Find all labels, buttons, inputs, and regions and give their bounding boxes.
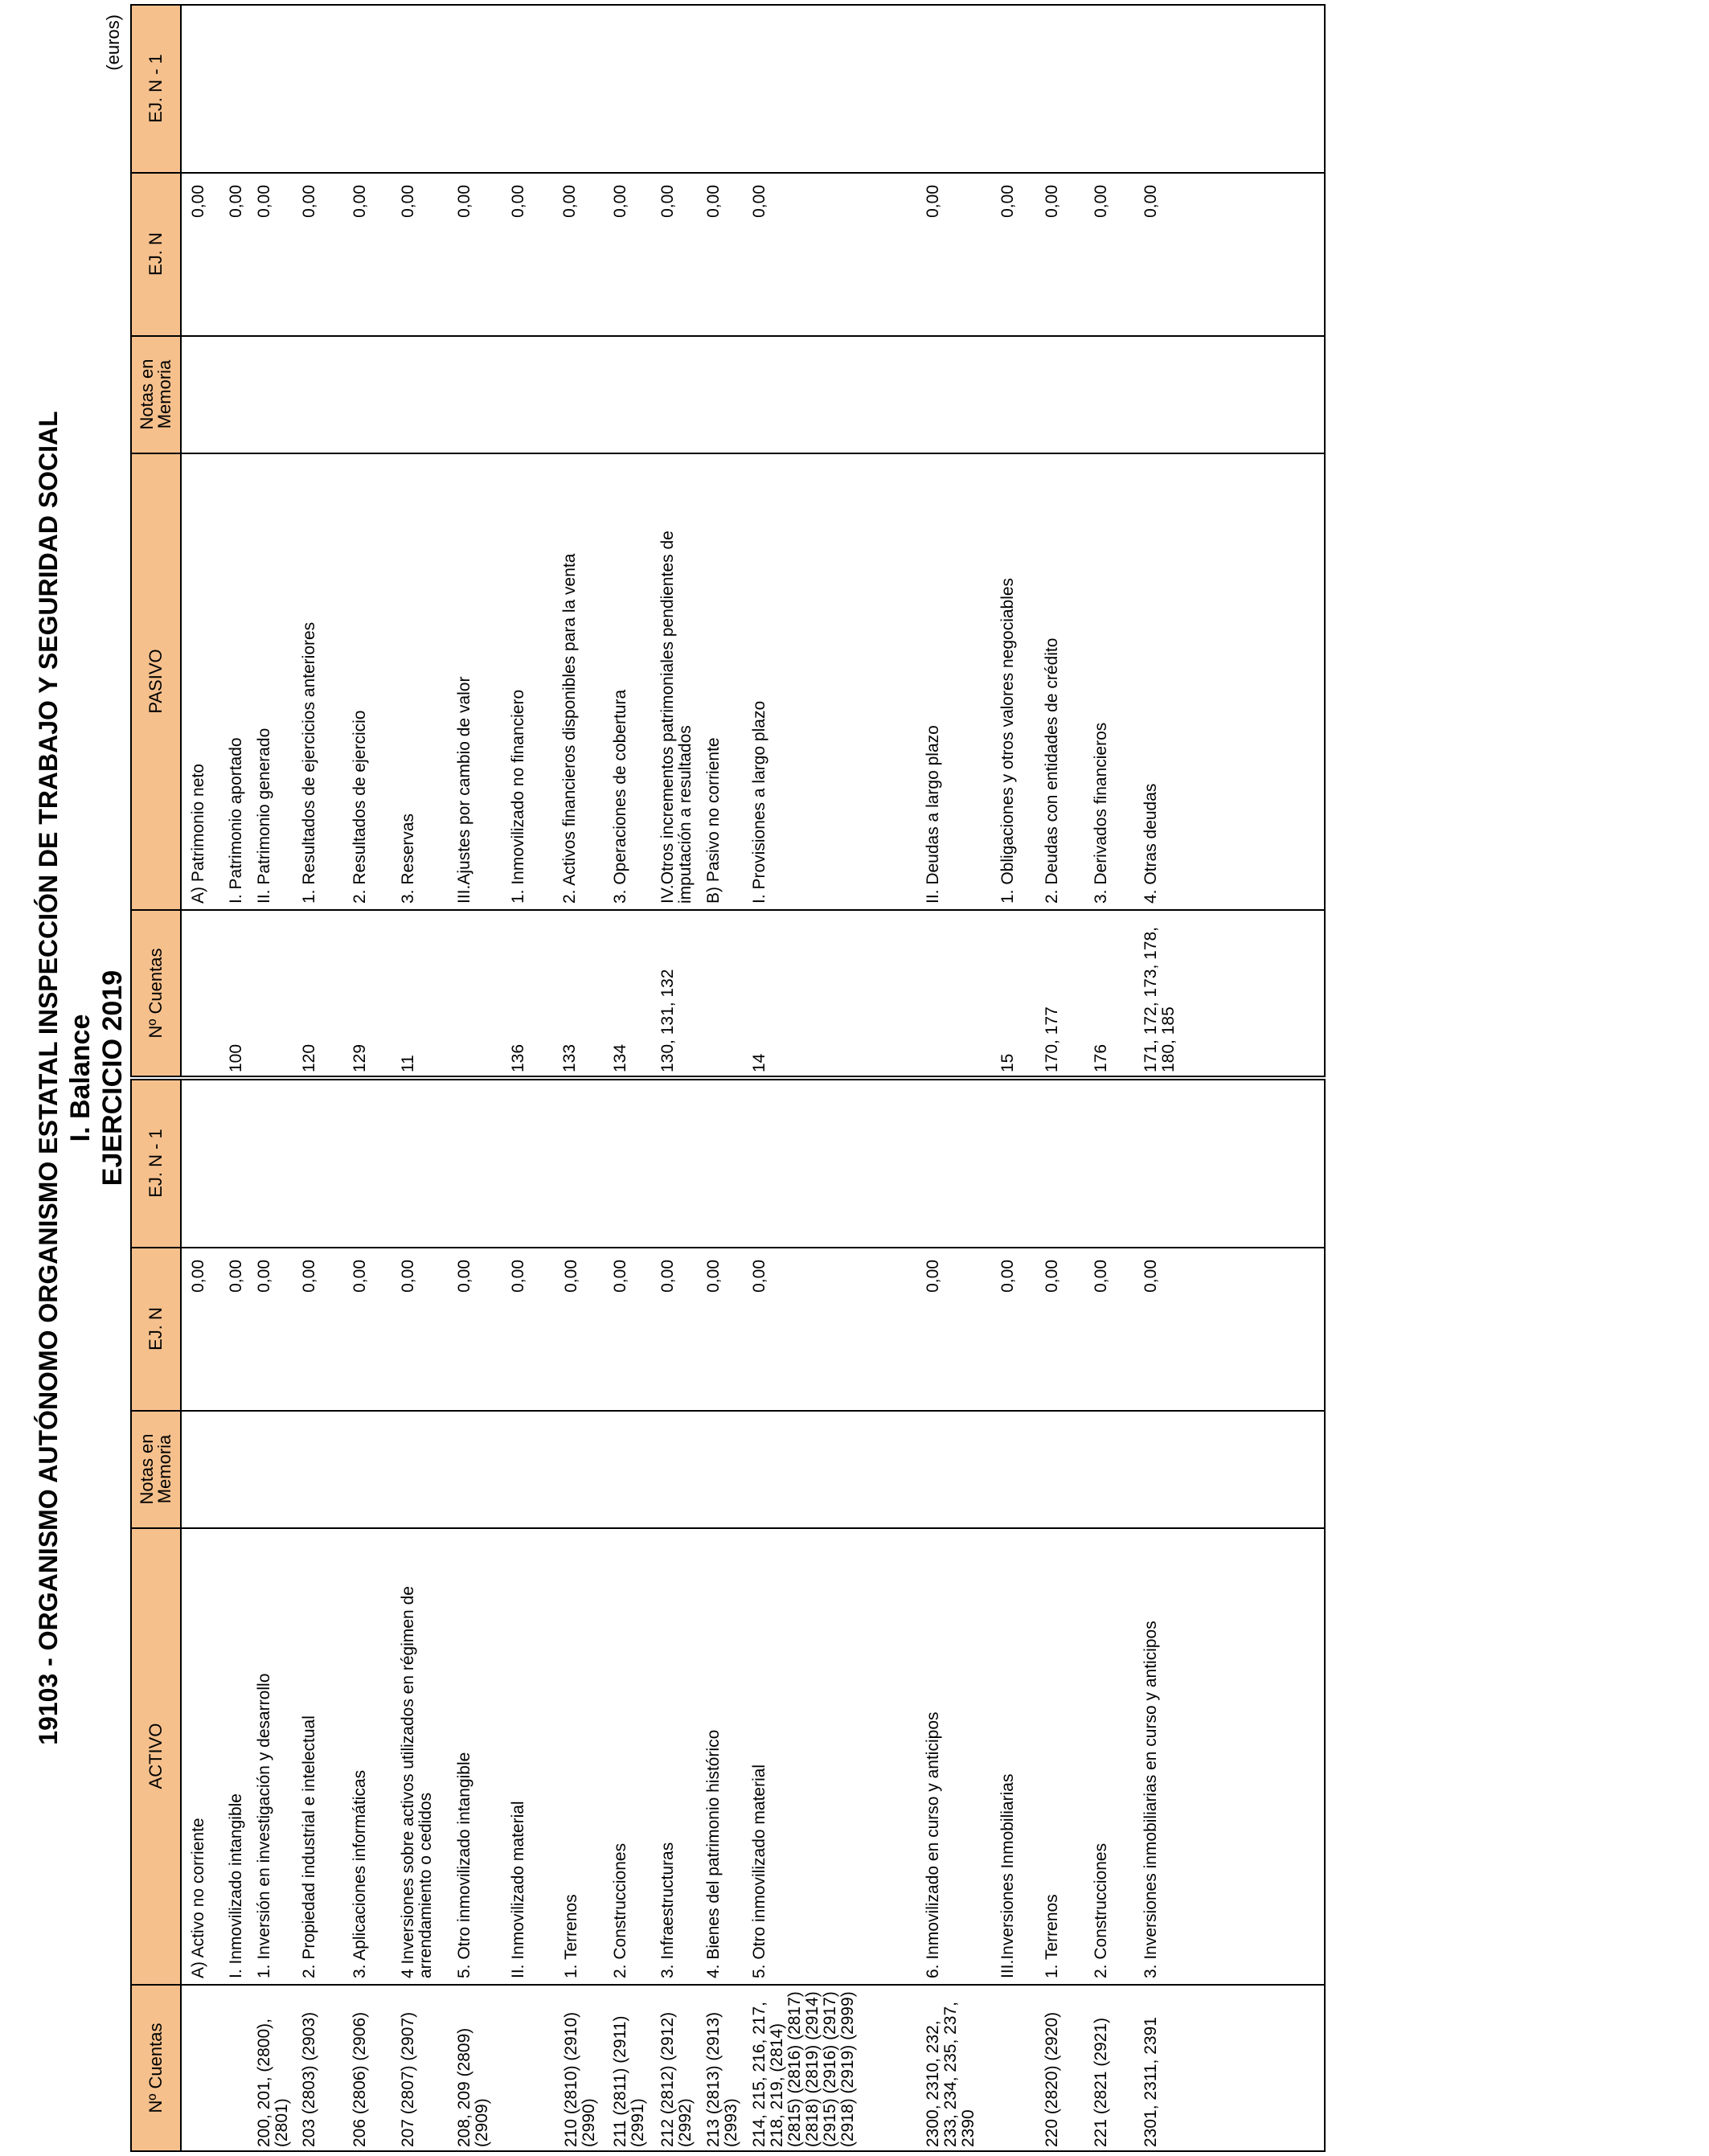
activo-cell-concepto: 6. Inmovilizado en curso y anticipos <box>924 1711 942 1978</box>
activo-cell-cuentas: 220 (2820) (2920) <box>1043 2011 1061 2147</box>
activo-col-header-ej-n1: EJ. N - 1 <box>145 1129 166 1198</box>
column-divider <box>132 1527 1324 1529</box>
pasivo-cell-cuentas: 120 <box>300 1043 318 1072</box>
pasivo-cell-concepto: A) Patrimonio neto <box>189 764 207 904</box>
activo-cell-ej-n: 0,00 <box>1141 1260 1160 1293</box>
pasivo-cell-concepto: 2. Deudas con entidades de crédito <box>1043 637 1061 904</box>
pasivo-cell-cuentas: 176 <box>1092 1043 1110 1072</box>
activo-cell-ej-n: 0,00 <box>455 1260 473 1293</box>
pasivo-cell-concepto: 2. Activos financieros disponibles para la venta <box>560 553 579 904</box>
pasivo-cell-ej-n: 0,00 <box>1141 185 1160 218</box>
pasivo-cell-concepto: 4. Otras deudas <box>1141 783 1160 904</box>
activo-cell-concepto: 4. Bienes del patrimonio histórico <box>704 1729 723 1978</box>
pasivo-cell-ej-n: 0,00 <box>255 185 273 218</box>
column-divider <box>132 1247 1324 1248</box>
pasivo-header-row <box>132 6 182 1076</box>
activo-cell-ej-n: 0,00 <box>658 1260 677 1293</box>
activo-col-header-ej-n: EJ. N <box>145 1307 166 1351</box>
activo-cell-concepto: 2. Propiedad industrial e intelectual <box>300 1715 318 1978</box>
pasivo-cell-ej-n: 0,00 <box>509 185 527 218</box>
activo-cell-concepto: 1. Inversión en investigación y desarrollo <box>255 1673 273 1978</box>
activo-cell-ej-n: 0,00 <box>399 1260 417 1293</box>
pasivo-cell-concepto: B) Pasivo no corriente <box>704 737 723 904</box>
activo-cell-concepto: 3. Aplicaciones informáticas <box>350 1769 369 1978</box>
activo-cell-concepto: 2. Construcciones <box>1092 1842 1110 1978</box>
activo-cell-ej-n: 0,00 <box>255 1260 273 1293</box>
pasivo-col-header-cuentas: Nº Cuentas <box>145 948 166 1039</box>
activo-cell-ej-n: 0,00 <box>562 1260 580 1293</box>
pasivo-cell-concepto: III.Ajustes por cambio de valor <box>455 676 473 904</box>
activo-cell-cuentas: 2300, 2310, 232, 233, 234, 235, 237, 2390 <box>924 2002 977 2147</box>
pasivo-cell-concepto: 3. Derivados financieros <box>1092 722 1110 904</box>
pasivo-cell-concepto: 3. Operaciones de cobertura <box>611 689 629 904</box>
pasivo-cell-concepto: II. Deudas a largo plazo <box>924 725 942 904</box>
activo-cell-cuentas: 210 (2810) (2910) (2990) <box>562 2011 598 2147</box>
pasivo-cell-ej-n: 0,00 <box>399 185 417 218</box>
pasivo-cell-cuentas: 14 <box>750 1053 768 1072</box>
activo-cell-concepto: 1. Terrenos <box>562 1894 580 1978</box>
activo-cell-ej-n: 0,00 <box>704 1260 723 1293</box>
activo-cell-cuentas: 203 (2803) (2903) <box>300 2011 318 2147</box>
pasivo-col-header-notas: Notas en Memoria <box>137 359 174 430</box>
pasivo-cell-cuentas: 130, 131, 132 <box>658 969 677 1072</box>
activo-header-row <box>132 1080 182 2150</box>
activo-cell-concepto: I. Inmovilizado intangible <box>227 1793 245 1978</box>
activo-cell-cuentas: 200, 201, (2800), (2801) <box>255 2019 291 2147</box>
pasivo-cell-ej-n: 0,00 <box>998 185 1017 218</box>
column-divider <box>132 335 1324 337</box>
activo-cell-concepto: 3. Inversiones inmobiliarias en curso y anticipos <box>1141 1621 1160 1978</box>
activo-cell-concepto: 5. Otro inmovilizado intangible <box>455 1752 473 1978</box>
pasivo-cell-cuentas: 171, 172, 173, 178, 180, 185 <box>1141 927 1178 1072</box>
activo-col-header-notas: Notas en Memoria <box>137 1433 174 1505</box>
pasivo-cell-ej-n: 0,00 <box>560 185 579 218</box>
activo-cell-ej-n: 0,00 <box>300 1260 318 1293</box>
title-block <box>32 0 129 2156</box>
activo-cell-concepto: 2. Construcciones <box>611 1842 629 1978</box>
report-title: I. Balance <box>65 1014 96 1142</box>
pasivo-cell-cuentas: 136 <box>509 1043 527 1072</box>
activo-cell-concepto: 4 Inversiones sobre activos utilizados en régimen de arrendamiento o cedidos <box>399 1586 435 1978</box>
activo-col-header-cuentas: Nº Cuentas <box>145 2023 166 2113</box>
pasivo-cell-cuentas: 133 <box>560 1043 579 1072</box>
pasivo-col-header-ej-n1: EJ. N - 1 <box>145 54 166 123</box>
activo-cell-ej-n: 0,00 <box>998 1260 1017 1293</box>
pasivo-cell-ej-n: 0,00 <box>350 185 369 218</box>
pasivo-cell-cuentas: 134 <box>611 1043 629 1072</box>
pasivo-cell-concepto: 3. Reservas <box>399 813 417 904</box>
activo-cell-cuentas: 207 (2807) (2907) <box>399 2011 417 2147</box>
activo-cell-cuentas: 221 (2821 (2921) <box>1092 2017 1110 2147</box>
pasivo-cell-ej-n: 0,00 <box>924 185 942 218</box>
activo-cell-cuentas: 206 (2806) (2906) <box>350 2011 369 2147</box>
pasivo-cell-concepto: II. Patrimonio generado <box>255 728 273 904</box>
activo-cell-concepto: II. Inmovilizado material <box>509 1801 527 1978</box>
pasivo-cell-ej-n: 0,00 <box>227 185 245 218</box>
activo-cell-cuentas: 214, 215, 216, 217, 218, 219, (2814) (2815) (2816) (2817) (2818) (2819) (2914) (2915) (2916) (2917) (2918) (2919) (2999) <box>750 1991 857 2147</box>
pasivo-cell-concepto: 2. Resultados de ejercicio <box>350 710 369 904</box>
pasivo-cell-cuentas: 100 <box>227 1043 245 1072</box>
pasivo-cell-concepto: 1. Resultados de ejercicios anteriores <box>300 621 318 904</box>
activo-col-header-concepto: ACTIVO <box>145 1723 166 1789</box>
exercise-label: EJERCICIO 2019 <box>97 969 128 1187</box>
pasivo-col-header-ej-n: EJ. N <box>145 232 166 276</box>
pasivo-cell-concepto: 1. Inmovilizado no financiero <box>509 689 527 904</box>
activo-cell-ej-n: 0,00 <box>189 1260 207 1293</box>
pasivo-cell-cuentas: 15 <box>998 1053 1017 1072</box>
activo-cell-concepto: A) Activo no corriente <box>189 1818 207 1978</box>
pasivo-cell-cuentas: 129 <box>350 1043 369 1072</box>
activo-cell-cuentas: 213 (2813) (2913) (2993) <box>704 2011 740 2147</box>
pasivo-cell-cuentas: 170, 177 <box>1043 1006 1061 1072</box>
org-title: 19103 - ORGANISMO AUTÓNOMO ORGANISMO ESTATAL INSPECCIÓN DE TRABAJO Y SEGURIDAD SOCIAL <box>34 411 63 1745</box>
activo-cell-cuentas: 211 (2811) (2911) (2991) <box>611 2015 647 2147</box>
activo-cell-concepto: 5. Otro inmovilizado material <box>750 1764 768 1978</box>
pasivo-cell-concepto: IV.Otros incrementos patrimoniales pendientes de imputación a resultados <box>658 531 695 904</box>
activo-cell-concepto: 1. Terrenos <box>1043 1894 1061 1978</box>
pasivo-cell-ej-n: 0,00 <box>455 185 473 218</box>
activo-cell-cuentas: 212 (2812) (2912) (2992) <box>658 2011 695 2147</box>
activo-cell-ej-n: 0,00 <box>1043 1260 1061 1293</box>
activo-cell-cuentas: 2301, 2311, 2391 <box>1141 2017 1160 2147</box>
activo-cell-cuentas: 208, 209 (2809) (2909) <box>455 2027 491 2147</box>
pasivo-cell-ej-n: 0,00 <box>611 185 629 218</box>
activo-cell-ej-n: 0,00 <box>924 1260 942 1293</box>
activo-cell-ej-n: 0,00 <box>227 1260 245 1293</box>
column-divider <box>132 909 1324 911</box>
activo-cell-concepto: III.Inversiones Inmobiliarias <box>998 1773 1017 1978</box>
column-divider <box>132 1984 1324 1986</box>
pasivo-cell-ej-n: 0,00 <box>300 185 318 218</box>
pasivo-cell-ej-n: 0,00 <box>750 185 768 218</box>
column-divider <box>132 453 1324 454</box>
pasivo-cell-concepto: 1. Obligaciones y otros valores negociables <box>998 577 1017 904</box>
pasivo-cell-ej-n: 0,00 <box>1092 185 1110 218</box>
activo-cell-ej-n: 0,00 <box>509 1260 527 1293</box>
unit-label: (euros) <box>103 14 123 71</box>
pasivo-table <box>130 4 1326 1077</box>
pasivo-cell-concepto: I. Patrimonio aportado <box>227 737 245 904</box>
pasivo-col-header-concepto: PASIVO <box>145 649 166 714</box>
pasivo-cell-cuentas: 11 <box>399 1055 417 1072</box>
pasivo-cell-ej-n: 0,00 <box>658 185 677 218</box>
activo-cell-concepto: 3. Infraestructuras <box>658 1842 677 1978</box>
column-divider <box>132 172 1324 174</box>
pasivo-cell-ej-n: 0,00 <box>189 185 207 218</box>
activo-cell-ej-n: 0,00 <box>1092 1260 1110 1293</box>
activo-cell-ej-n: 0,00 <box>750 1260 768 1293</box>
activo-cell-ej-n: 0,00 <box>350 1260 369 1293</box>
pasivo-cell-concepto: I. Provisiones a largo plazo <box>750 700 768 904</box>
column-divider <box>132 1410 1324 1412</box>
activo-table <box>130 1079 1326 2152</box>
pasivo-cell-ej-n: 0,00 <box>1043 185 1061 218</box>
activo-cell-ej-n: 0,00 <box>611 1260 629 1293</box>
pasivo-cell-ej-n: 0,00 <box>704 185 723 218</box>
